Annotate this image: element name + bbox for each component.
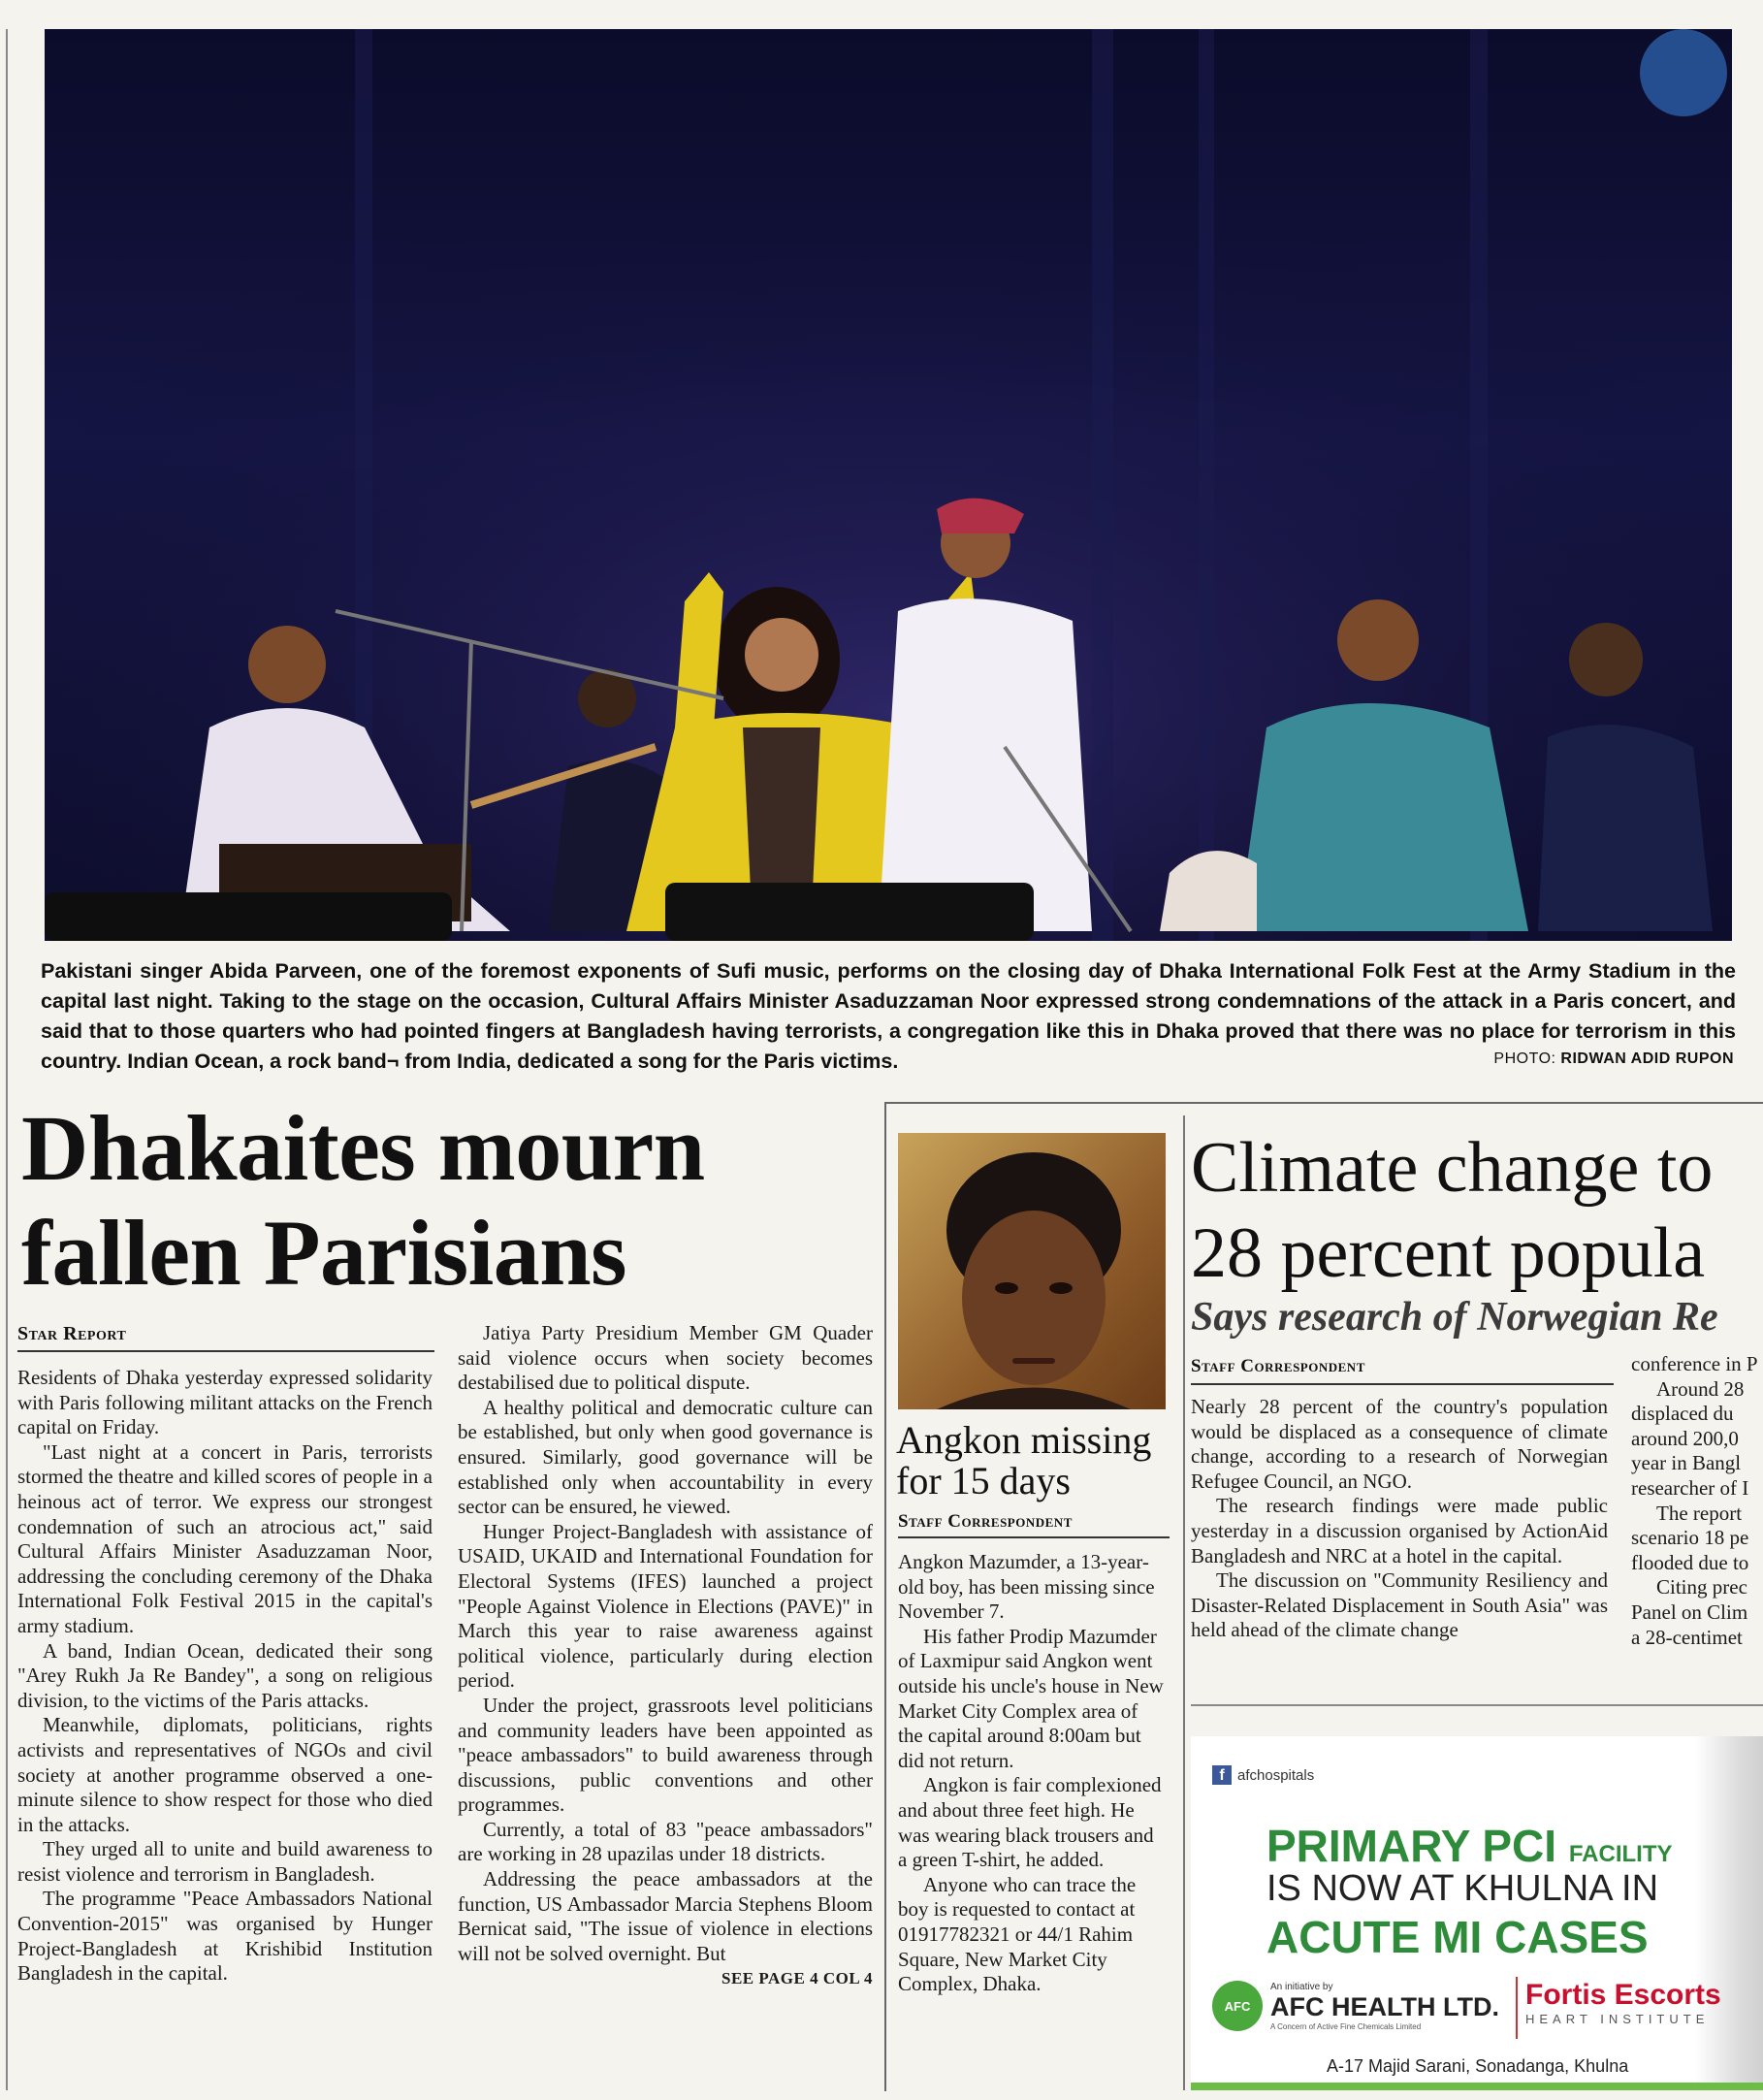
paragraph: The discussion on "Community Resiliency and Disaster-Related Displacement in South Asia" was held ahead of the climate change	[1191, 1568, 1608, 1642]
photo-caption: Pakistani singer Abida Parveen, one of the foremost exponents of Sufi music, performs on the closing day of Dhaka International Folk Fest at the Army Stadium in the capital last night. Taking to the stage on the occasion, Cultural Affairs Minister Asaduzzaman Noor expressed strong condemnations of the attack in a Paris concert, and said that to those quarters who had pointed fingers at Bangladesh having terrorists, a congregation like this in Dhaka proved that there was no place for terrorism in this country. Indian Ocean, a rock band¬ from India, dedicated a song for the Paris victims.	[41, 959, 1736, 1073]
paragraph: Nearly 28 percent of the country's population would be displaced as a consequence of climate change, according to a research of Norwegian Refugee Council, an NGO.	[1191, 1395, 1608, 1493]
box-left-rule	[884, 1102, 886, 2091]
climate-col2: conference in P Around 28 displaced du around 200,0 year in Bangl researcher of I The report scenario 18 pe flooded due to Citing prec Panel on Clim a 28-centimet	[1631, 1352, 1758, 1649]
climate-byline: Staff Correspondent	[1191, 1356, 1365, 1376]
ad-facebook-handle[interactable]: f afchospitals	[1212, 1765, 1314, 1785]
ad-line1: PRIMARY PCI FACILITY	[1266, 1821, 1673, 1871]
photo-credit-label: PHOTO:	[1493, 1050, 1556, 1067]
angkon-headline: Angkon missing for 15 days	[896, 1418, 1152, 1502]
main-story-col2	[458, 1321, 873, 1991]
climate-byline-rule	[1191, 1383, 1614, 1385]
afc-logo: AFC An initiative by AFC HEALTH LTD. A Concern of Active Fine Chemicals Limited	[1212, 1981, 1499, 2031]
box-top-rule	[884, 1102, 1763, 1104]
paragraph: Hunger Project-Bangladesh with assistance of USAID, UKAID and International Foundation for Electoral Systems (IFES) launched a project "People Against Violence in Elections (PAVE)" in March this year to raise awareness against political violence, particularly during election period.	[458, 1519, 873, 1693]
apple-logo-icon: AFC	[1212, 1981, 1263, 2031]
page-left-border	[6, 29, 8, 2090]
missing-boy-photo	[898, 1133, 1166, 1409]
paragraph: His father Prodip Mazumder of Laxmipur said Angkon went outside his uncle's house in New Market City Complex area of the capital around 8:00am but did not return.	[898, 1624, 1164, 1772]
see-page-jump[interactable]: SEE PAGE 4 COL 4	[721, 1969, 873, 1988]
climate-headline: Climate change to 28 percent popula	[1191, 1128, 1714, 1293]
paragraph: The programme "Peace Ambassadors National Convention-2015" was organised by Hunger Project-Bangladesh at Krishibid Institution Bangladesh in the capital.	[17, 1887, 433, 1986]
paragraph: A band, Indian Ocean, dedicated their song "Arey Rukh Ja Re Bandey", a song on religious division, to the victims of the Paris attacks.	[17, 1638, 433, 1712]
concert-photo	[45, 29, 1732, 941]
paragraph: Angkon is fair complexioned and about three feet high. He was wearing black trousers and a green T-shirt, he added.	[898, 1773, 1162, 1872]
main-story-col1	[17, 1366, 433, 1987]
paragraph: Residents of Dhaka yesterday expressed solidarity with Paris following militant attacks on the French capital on Friday.	[17, 1366, 433, 1439]
main-byline: Star Report	[17, 1323, 127, 1344]
ad-logo-divider	[1516, 1977, 1518, 2039]
angkon-byline-rule	[898, 1536, 1170, 1538]
climate-subhead: Says research of Norwegian Re	[1191, 1295, 1718, 1340]
paragraph: Jatiya Party Presidium Member GM Quader said violence occurs when society becomes destabilised due to political dispute.	[458, 1321, 873, 1395]
main-byline-rule	[17, 1350, 434, 1352]
ad-green-bar	[1191, 2083, 1763, 2090]
paragraph: A healthy political and democratic culture can be established, but only when good governance is ensured. Similarly, good governance will be established only when accountability in every sector can be ensured, he viewed.	[458, 1395, 873, 1519]
angkon-body	[898, 1550, 1166, 1997]
ad-address: A-17 Majid Sarani, Sonadanga, Khulna	[1327, 2056, 1629, 2076]
paragraph: "Last night at a concert in Paris, terrorists stormed the theatre and killed scores of people in a heinous act of terror. We express our strongest condemnation of such an atrocious act," said Cultural Affairs Minister Asaduzzaman Noor, addressing the concluding ceremony of the Dhaka International Folk Festival 2015 in the capital's army stadium.	[17, 1439, 433, 1637]
ad-line2: IS NOW AT KHULNA IN	[1266, 1868, 1659, 1909]
paragraph: Anyone who can trace the boy is requested to contact at 01917782321 or 44/1 Rahim Square, New Market City Complex, Dhaka.	[898, 1872, 1137, 1996]
photo-credit-name: RIDWAN ADID RUPON	[1560, 1050, 1734, 1067]
angkon-byline: Staff Correspondent	[898, 1511, 1073, 1532]
paragraph: Angkon Mazumder, a 13-year-old boy, has been missing since November 7.	[898, 1550, 1155, 1624]
paragraph: The research findings were made public yesterday in a discussion organised by ActionAid Bangladesh and NRC at a hotel in the capital.	[1191, 1494, 1608, 1567]
paragraph: Under the project, grassroots level politicians and community leaders have been appointed as "peace ambassadors" to build awareness through discussions, public conventions and other programmes.	[458, 1693, 873, 1817]
ad-equipment-image	[1695, 1736, 1763, 2090]
ad-line3: ACUTE MI CASES	[1266, 1912, 1649, 1962]
climate-col1	[1191, 1395, 1608, 1643]
main-headline: Dhakaites mourn fallen Parisians	[21, 1096, 705, 1305]
fortis-logo: Fortis Escorts HEART INSTITUTE	[1525, 1979, 1721, 2026]
paragraph: Meanwhile, diplomats, politicians, rights activists and representatives of NGOs and civil society at another programme observed a one-minute silence to show respect for those who died in the attacks.	[17, 1713, 433, 1836]
box-mid-rule	[1183, 1115, 1185, 2090]
climate-bottom-rule	[1191, 1704, 1763, 1706]
facebook-icon: f	[1212, 1765, 1232, 1785]
hospital-advertisement[interactable]	[1191, 1736, 1763, 2090]
paragraph: Addressing the peace ambassadors at the function, US Ambassador Marcia Stephens Bloom Bernicat said, "The issue of violence in elections will not be solved overnight. But	[458, 1867, 873, 1965]
paragraph: They urged all to unite and build awareness to resist violence and terrorism in Bangladesh.	[17, 1837, 433, 1886]
paragraph: Currently, a total of 83 "peace ambassadors" are working in 28 upazilas under 18 districts.	[458, 1817, 873, 1866]
photo-credit	[1493, 1050, 1734, 1068]
